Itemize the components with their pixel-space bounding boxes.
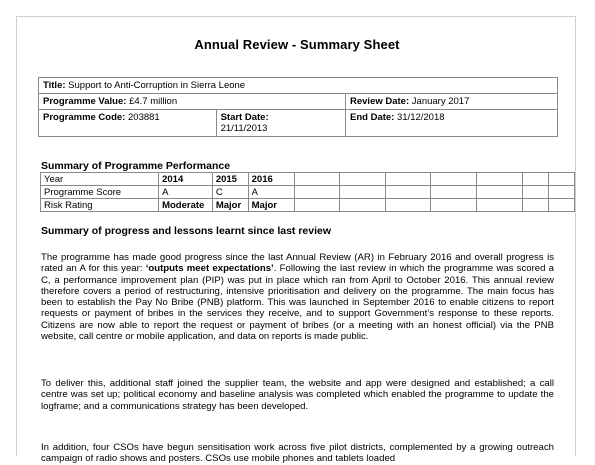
info-row-value xyxy=(39,94,558,110)
perf-cell xyxy=(477,199,523,212)
progress-heading: Summary of progress and lessons learnt since last review xyxy=(41,225,332,237)
perf-row-score xyxy=(41,186,575,199)
perf-row-risk xyxy=(41,199,575,212)
review-date-cell xyxy=(346,94,558,110)
info-row-code xyxy=(39,110,558,137)
perf-cell xyxy=(431,186,477,199)
perf-label-risk: Risk Rating xyxy=(41,199,159,212)
p1-text-end: . Following the last review in which the programme was scored a C, a performance improvement plan (PIP) was put in place which ran from April to October 2016. This annual review therefore covers a period of restructuring, intensive prioritisation and delivery on the programme. The main focus has been to establish the Pay No Bribe (PNB) platform. This was launched in September 2016 to enable citizens to report requests or payment of bribes in the services they receive, and to support Government’s response to these reports. Citizens are now able to report the request or payment of bribes (or a meeting with an honest official) via the PNB website, call centre or mobile application, and data on reports is made public. xyxy=(41,263,555,343)
programme-value-label: Programme Value: xyxy=(43,96,127,107)
perf-cell xyxy=(294,199,339,212)
info-row-title xyxy=(39,78,558,94)
perf-cell xyxy=(431,199,477,212)
perf-cell xyxy=(477,186,523,199)
start-date-value: 21/11/2013 xyxy=(220,123,268,134)
summary-paragraph-1 xyxy=(41,252,554,342)
programme-value: £4.7 million xyxy=(129,96,178,107)
p1-text-start: The programme has made good progress since the last Annual Review (AR) in February 2016 and overall progress is rated an A for this year: xyxy=(41,252,554,275)
programme-code-label: Programme Code: xyxy=(43,112,126,123)
perf-cell xyxy=(431,173,477,186)
perf-cell: A xyxy=(159,186,213,199)
title-value: Support to Anti-Corruption in Sierra Leone xyxy=(68,80,246,91)
perf-cell xyxy=(339,199,385,212)
perf-label-year: Year xyxy=(41,173,159,186)
perf-cell: 2015 xyxy=(212,173,248,186)
perf-cell xyxy=(548,186,574,199)
perf-cell xyxy=(339,186,385,199)
perf-cell: Major xyxy=(212,199,248,212)
p1-rating-text: ‘outputs meet expectations’ xyxy=(145,263,274,275)
perf-cell xyxy=(294,173,339,186)
perf-cell: 2014 xyxy=(159,173,213,186)
review-date-label: Review Date: xyxy=(350,96,410,107)
perf-cell: Major xyxy=(248,199,294,212)
review-date-value: January 2017 xyxy=(411,96,470,107)
start-date-label: Start Date: xyxy=(220,112,269,123)
perf-cell: 2016 xyxy=(248,173,294,186)
end-date-cell xyxy=(346,110,558,137)
perf-cell xyxy=(548,199,574,212)
perf-cell xyxy=(385,199,431,212)
perf-cell xyxy=(339,173,385,186)
perf-cell: A xyxy=(248,186,294,199)
programme-code-cell xyxy=(39,110,217,137)
perf-cell xyxy=(477,173,523,186)
perf-cell: C xyxy=(212,186,248,199)
end-date-value: 31/12/2018 xyxy=(396,112,445,123)
programme-info-table xyxy=(38,77,558,137)
start-date-cell xyxy=(216,110,345,137)
perf-cell xyxy=(385,173,431,186)
page-title: Annual Review - Summary Sheet xyxy=(194,37,400,52)
perf-cell: Moderate xyxy=(159,199,213,212)
perf-cell xyxy=(523,173,549,186)
perf-cell xyxy=(294,186,339,199)
perf-cell xyxy=(385,186,431,199)
programme-code-value: 203881 xyxy=(128,112,160,123)
performance-heading: Summary of Programme Performance xyxy=(41,160,231,172)
perf-row-year xyxy=(41,173,575,186)
perf-label-score: Programme Score xyxy=(41,186,159,199)
perf-cell xyxy=(523,186,549,199)
title-cell xyxy=(39,78,558,94)
performance-table xyxy=(40,172,575,212)
end-date-label: End Date: xyxy=(350,112,395,123)
perf-cell xyxy=(548,173,574,186)
title-label: Title: xyxy=(43,80,66,91)
programme-value-cell xyxy=(39,94,346,110)
document-page xyxy=(16,16,576,465)
summary-paragraph-2: To deliver this, additional staff joined the supplier team, the website and app were designed and established; a call centre was set up; political economy and baseline analysis was completed which enabled the programme to update the logframe; and a communications strategy has been developed. xyxy=(41,378,554,412)
summary-paragraph-3: In addition, four CSOs have begun sensitisation work across five pilot districts, complemented by a growing outreach campaign of radio shows and posters. CSOs use mobile phones and tablets loaded xyxy=(41,442,554,465)
perf-cell xyxy=(523,199,549,212)
